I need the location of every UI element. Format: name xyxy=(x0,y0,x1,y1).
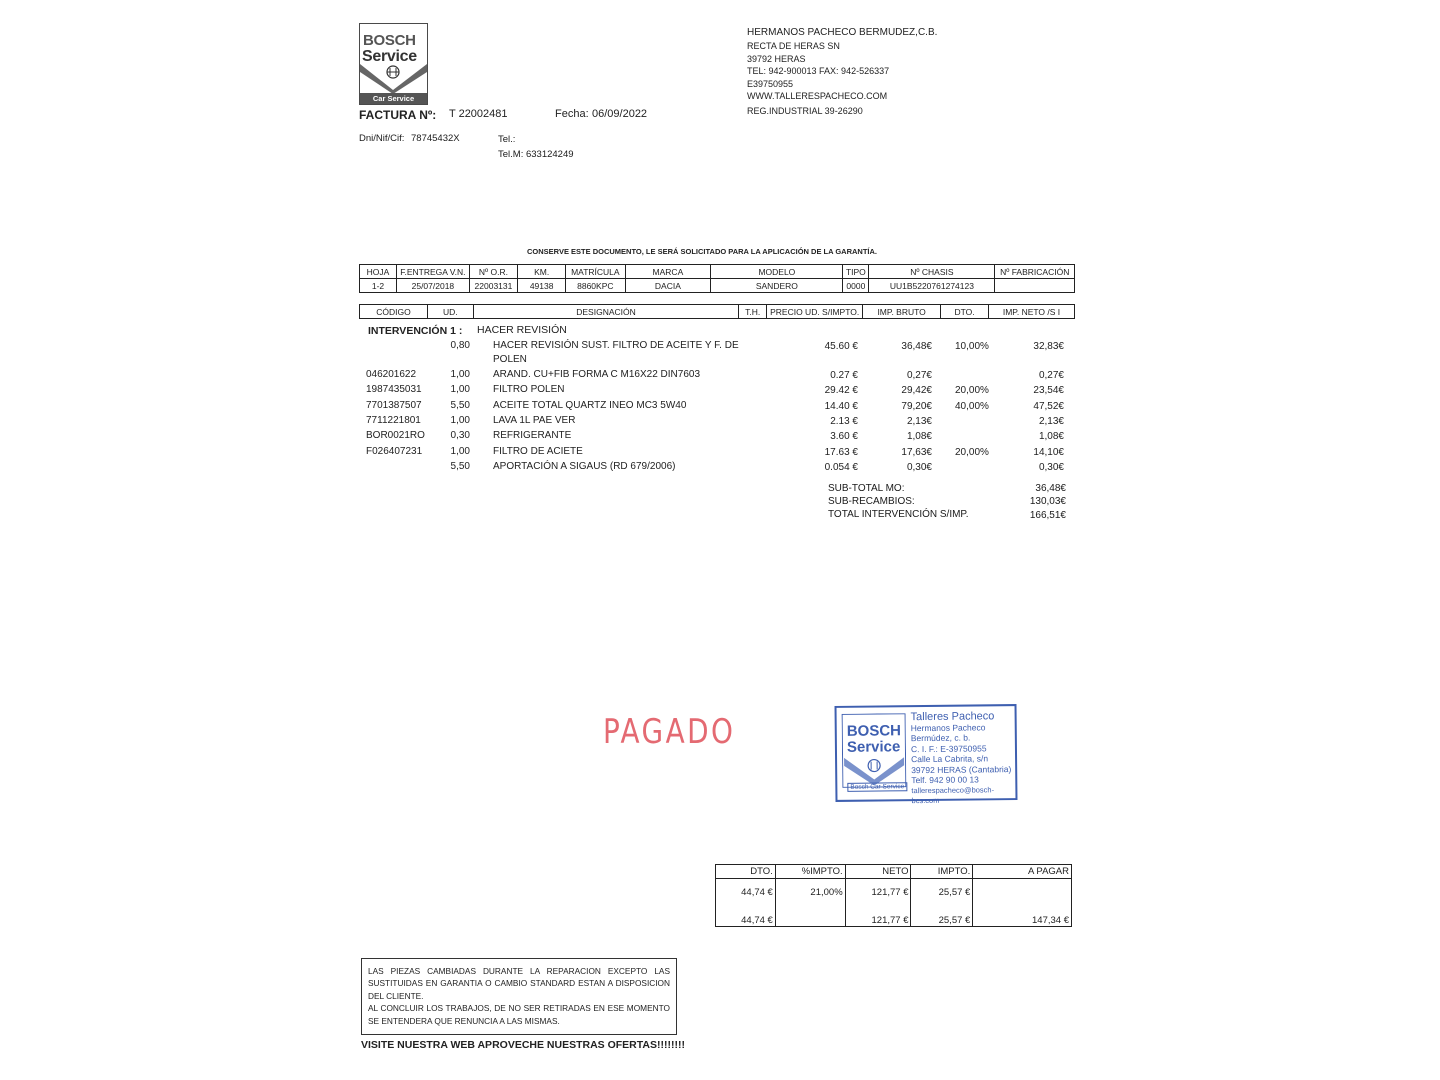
invoice-date: 06/09/2022 xyxy=(592,108,648,120)
totals-header-cell: DTO. xyxy=(716,865,776,879)
line-discount: 40,00% xyxy=(955,401,989,412)
line-net: 1,08€ xyxy=(1038,431,1064,442)
vehicle-value-cell: UU1B5220761274123 xyxy=(869,279,995,293)
vehicle-header-cell: Nº FABRICACIÓN xyxy=(995,265,1075,279)
bosch-service-logo xyxy=(359,23,428,105)
vehicle-value-cell: 25/07/2018 xyxy=(397,279,470,293)
line-discount: 10,00% xyxy=(955,341,989,352)
totals-cell xyxy=(775,907,845,927)
totals-cell: 121,77 € xyxy=(845,907,911,927)
line-net: 14,10€ xyxy=(1033,447,1064,458)
stamp-line: Hermanos Pacheco xyxy=(910,721,986,733)
stamp-line: Telf. 942 90 00 13 xyxy=(911,774,979,786)
lines-header-row xyxy=(360,305,1075,319)
line-price: 2.13 € xyxy=(830,416,858,427)
line-description: FILTRO DE ACIETE xyxy=(493,446,583,457)
lines-header-table xyxy=(359,304,1075,319)
line-net: 47,52€ xyxy=(1033,401,1064,412)
line-price: 45.60 € xyxy=(824,341,858,352)
lines-header-cell: DTO. xyxy=(941,305,989,319)
company-registry: REG.INDUSTRIAL 39-26290 xyxy=(747,106,863,116)
line-units: 0,30 xyxy=(450,430,470,441)
line-gross: 0,30€ xyxy=(906,462,932,473)
intervention-title: HACER REVISIÓN xyxy=(477,324,567,336)
vehicle-header-cell: MATRÍCULA xyxy=(566,265,625,279)
line-description: APORTACIÓN A SIGAUS (RD 679/2006) xyxy=(493,461,676,472)
lines-header-cell: UD. xyxy=(427,305,473,319)
line-net: 23,54€ xyxy=(1033,385,1064,396)
totals-cell: 21,00% xyxy=(775,879,845,907)
line-price: 29.42 € xyxy=(824,385,858,396)
line-code: 7701387507 xyxy=(366,400,422,411)
line-gross: 1,08€ xyxy=(906,431,932,442)
vehicle-value-cell: 8860KPC xyxy=(566,279,625,293)
line-net: 0,30€ xyxy=(1038,462,1064,473)
totals-cell: 121,77 € xyxy=(845,879,911,907)
conditions-paragraph: AL CONCLUIR LOS TRABAJOS, DE NO SER RETIRADAS EN ESE MOMENTO SE ENTENDERA QUE RENUNCIA A LAS MISMAS. xyxy=(368,1003,670,1026)
customer-nif: 78745432X xyxy=(411,133,460,144)
logo-band: Car Service xyxy=(360,93,427,104)
line-units: 1,00 xyxy=(450,446,470,457)
stamp-line: Calle La Cabrita, s/n xyxy=(911,753,989,765)
line-gross: 36,48€ xyxy=(901,341,932,352)
vehicle-header-cell: Nº CHASIS xyxy=(869,265,995,279)
totals-cell: 44,74 € xyxy=(716,879,776,907)
totals-cell: 25,57 € xyxy=(911,907,973,927)
totals-cell: 25,57 € xyxy=(911,879,973,907)
line-code: F026407231 xyxy=(366,446,423,457)
stamp-line: Talleres Pacheco xyxy=(910,710,995,724)
subtotal-label: SUB-RECAMBIOS: xyxy=(828,496,915,507)
line-gross: 79,20€ xyxy=(901,401,932,412)
customer-tel-label: Tel.: xyxy=(498,134,516,145)
line-description: HACER REVISIÓN SUST. FILTRO DE ACEITE Y F. DE xyxy=(493,340,739,351)
vehicle-value-cell xyxy=(995,279,1075,293)
vehicle-value-row xyxy=(360,279,1075,293)
line-price: 0.27 € xyxy=(830,370,858,381)
totals-header-cell: %IMPTO. xyxy=(775,865,845,879)
stamp-line: Bermúdez, c. b. xyxy=(910,732,971,744)
vehicle-value-cell: 49138 xyxy=(518,279,566,293)
subtotal-label: SUB-TOTAL MO: xyxy=(828,483,905,494)
company-city: 39792 HERAS xyxy=(747,54,806,64)
line-price: 3.60 € xyxy=(830,431,858,442)
line-price: 14.40 € xyxy=(824,401,858,412)
totals-header-row xyxy=(716,865,1072,879)
line-units: 0,80 xyxy=(450,340,470,351)
company-name: HERMANOS PACHECO BERMUDEZ,C.B. xyxy=(747,27,938,38)
totals-table xyxy=(715,864,1072,927)
vehicle-header-cell: HOJA xyxy=(360,265,397,279)
stamp-word-bosch: BOSCH xyxy=(846,722,902,740)
stamp-text xyxy=(911,711,1016,807)
subtotal-value: 166,51€ xyxy=(1029,510,1066,521)
vehicle-header-cell: MODELO xyxy=(711,265,843,279)
invoice-number-label: FACTURA Nº: xyxy=(359,108,437,122)
lines-header-cell: IMP. BRUTO xyxy=(863,305,941,319)
line-code: BOR0021RO xyxy=(366,430,425,441)
line-description: ACEITE TOTAL QUARTZ INEO MC3 5W40 xyxy=(493,400,687,411)
line-code: 046201622 xyxy=(366,369,417,380)
vehicle-header-cell: F.ENTREGA V.N. xyxy=(397,265,470,279)
stamp-line: tallerespacheco@bosch-bcs.com xyxy=(911,784,995,806)
line-gross: 17,63€ xyxy=(901,447,932,458)
totals-final-row xyxy=(716,907,1072,927)
totals-header-cell: A PAGAR xyxy=(973,865,1072,879)
vehicle-header-cell: TIPO xyxy=(843,265,869,279)
vehicle-table xyxy=(359,264,1075,293)
footer-promo: VISITE NUESTRA WEB APROVECHE NUESTRAS OFERTAS!!!!!!!! xyxy=(361,1039,685,1051)
line-description: LAVA 1L PAE VER xyxy=(493,415,576,426)
totals-cell: 44,74 € xyxy=(716,907,776,927)
line-code: 7711221801 xyxy=(366,415,421,426)
line-net: 32,83€ xyxy=(1033,341,1064,352)
line-description: FILTRO POLEN xyxy=(493,384,565,395)
line-description: REFRIGERANTE xyxy=(493,430,572,441)
workshop-stamp xyxy=(835,704,1018,806)
subtotal-value: 130,03€ xyxy=(1029,496,1066,507)
line-net: 2,13€ xyxy=(1038,416,1064,427)
vehicle-header-row xyxy=(360,265,1075,279)
lines-header-cell: DESIGNACIÓN xyxy=(473,305,738,319)
line-discount: 20,00% xyxy=(955,447,989,458)
vehicle-value-cell: 0000 xyxy=(843,279,869,293)
line-description: ARAND. CU+FIB FORMA C M16X22 DIN7603 xyxy=(493,369,701,380)
logo-word-bosch: BOSCH xyxy=(363,32,416,49)
line-discount: 20,00% xyxy=(955,385,989,396)
line-gross: 2,13€ xyxy=(906,416,932,427)
company-cif: E39750955 xyxy=(747,79,794,89)
totals-row xyxy=(716,879,1072,907)
lines-header-cell: PRECIO UD. S/IMPTO. xyxy=(767,305,863,319)
line-units: 5,50 xyxy=(450,400,470,411)
totals-header-cell: NETO xyxy=(845,865,911,879)
vehicle-header-cell: Nº O.R. xyxy=(469,265,517,279)
vehicle-value-cell: DACIA xyxy=(625,279,711,293)
paid-stamp: PAGADO xyxy=(603,712,736,752)
company-phones: TEL: 942-900013 FAX: 942-526337 xyxy=(747,66,890,76)
logo-word-service: Service xyxy=(362,48,417,65)
invoice-number: T 22002481 xyxy=(449,108,508,120)
lines-header-cell: IMP. NETO /S I xyxy=(989,305,1075,319)
line-units: 1,00 xyxy=(450,384,470,395)
stamp-badge: Bosch Car Service xyxy=(847,782,907,792)
stamp-word-service: Service xyxy=(846,738,901,756)
warranty-notice: CONSERVE ESTE DOCUMENTO, LE SERÁ SOLICITADO PARA LA APLICACIÓN DE LA GARANTÍA. xyxy=(527,247,878,256)
line-price: 0.054 € xyxy=(824,462,858,473)
subtotal-label: TOTAL INTERVENCIÓN S/IMP. xyxy=(828,509,969,520)
line-description-cont: POLEN xyxy=(493,354,527,365)
invoice-date-label: Fecha: xyxy=(555,108,589,120)
logo-chevron-icon xyxy=(360,64,427,94)
amount-due: 147,34 € xyxy=(973,907,1072,927)
lines-header-cell: T.H. xyxy=(739,305,767,319)
vehicle-value-cell: SANDERO xyxy=(711,279,843,293)
company-web: WWW.TALLERESPACHECO.COM xyxy=(747,91,888,101)
vehicle-value-cell: 22003131 xyxy=(469,279,517,293)
subtotal-value: 36,48€ xyxy=(1035,483,1066,494)
customer-mobile: Tel.M: 633124249 xyxy=(498,149,574,160)
totals-cell xyxy=(973,879,1072,907)
line-net: 0,27€ xyxy=(1038,370,1064,381)
intervention-label: INTERVENCIÓN 1 : xyxy=(368,325,463,337)
conditions-box xyxy=(361,958,677,1035)
totals-header-cell: IMPTO. xyxy=(911,865,973,879)
stamp-line: C. I. F.: E-39750955 xyxy=(910,742,987,754)
line-gross: 29,42€ xyxy=(901,385,932,396)
line-units: 1,00 xyxy=(450,415,470,426)
stamp-line: 39792 HERAS (Cantabria) xyxy=(911,763,1012,775)
line-gross: 0,27€ xyxy=(906,370,932,381)
line-price: 17.63 € xyxy=(824,447,858,458)
customer-nif-label: Dni/Nif/Cif: xyxy=(359,133,405,144)
vehicle-header-cell: MARCA xyxy=(625,265,711,279)
vehicle-value-cell: 1-2 xyxy=(360,279,397,293)
line-code: 1987435031 xyxy=(366,384,422,395)
line-units: 1,00 xyxy=(450,369,470,380)
line-units: 5,50 xyxy=(450,461,470,472)
lines-header-cell: CÓDIGO xyxy=(360,305,428,319)
conditions-paragraph: LAS PIEZAS CAMBIADAS DURANTE LA REPARACION EXCEPTO LAS SUSTITUIDAS EN GARANTIA O CAMBIO STANDARD ESTAN A DISPOSICION DEL CLIENTE. xyxy=(368,966,670,1001)
vehicle-header-cell: KM. xyxy=(518,265,566,279)
company-address: RECTA DE HERAS SN xyxy=(747,41,840,51)
